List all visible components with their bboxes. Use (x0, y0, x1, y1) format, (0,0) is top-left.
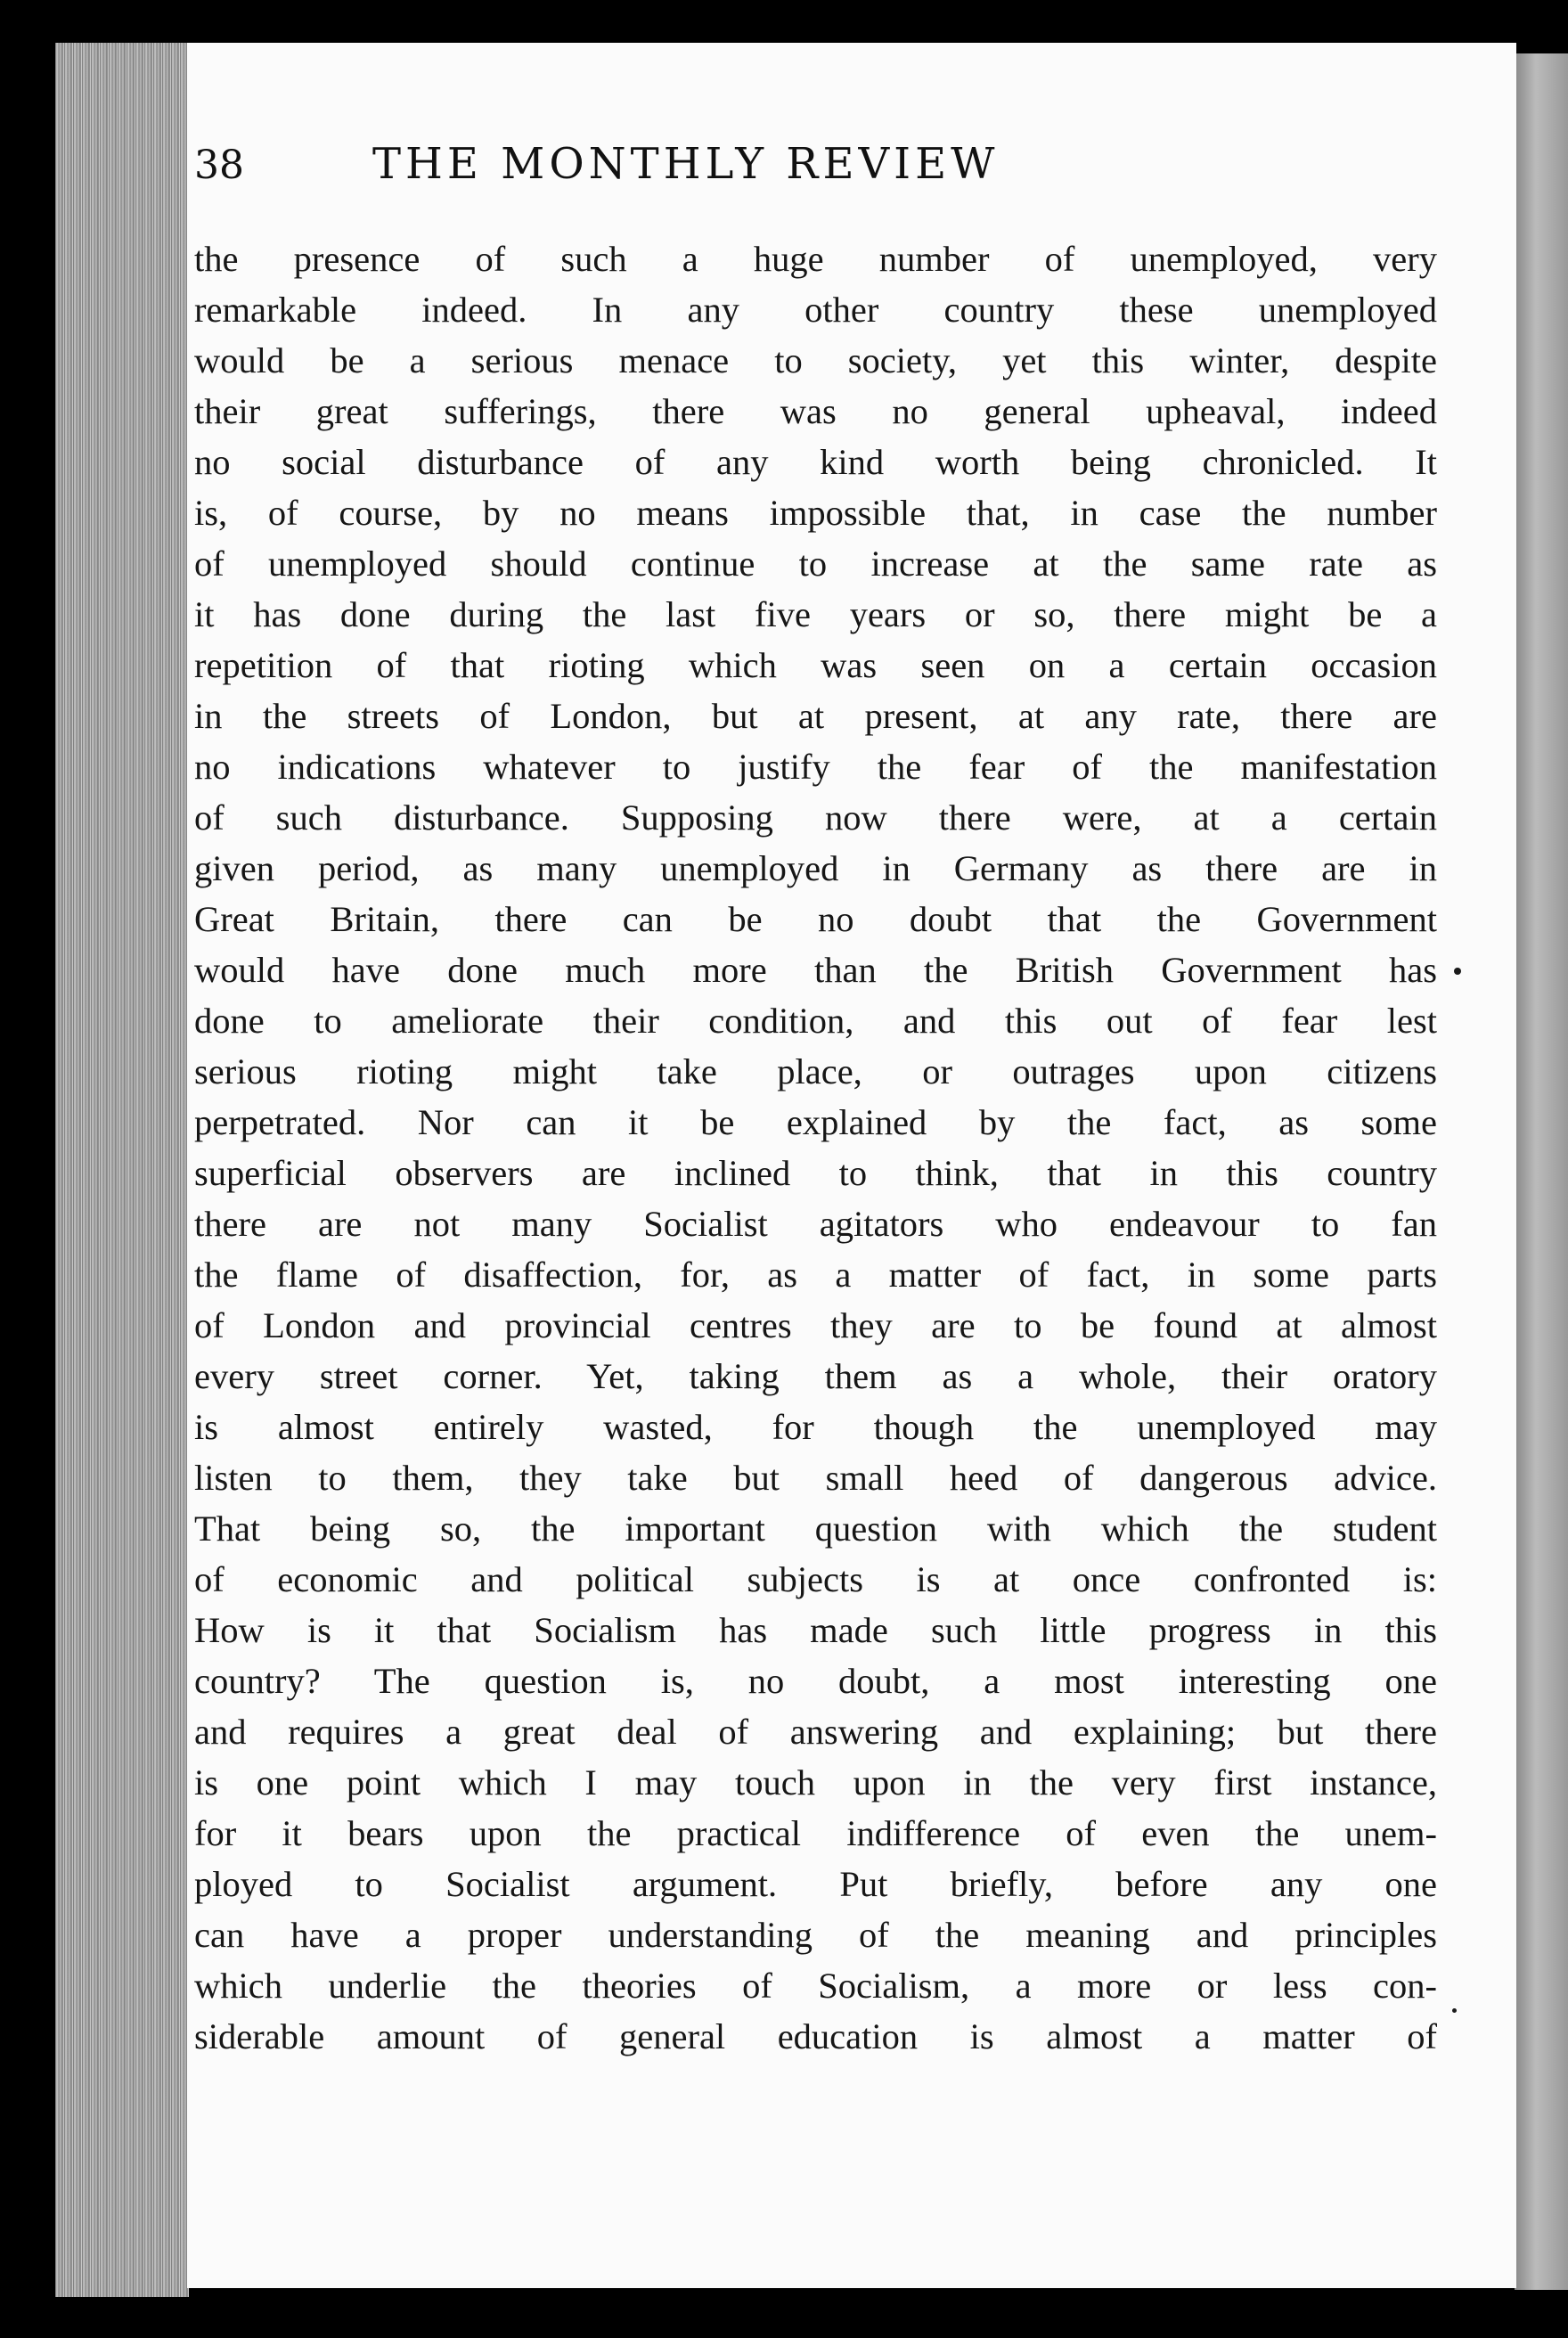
text-line: no indications whatever to justify the fear of the manifestation (194, 747, 1437, 787)
text-line: there are not many Socialist agitators who endeavour to fan (194, 1204, 1437, 1244)
text-line: is one point which I may touch upon in the very first instance, (194, 1762, 1437, 1803)
book-page-edges-left (55, 43, 189, 2297)
text-line: done to ameliorate their condition, and this out of fear lest (194, 1001, 1437, 1041)
text-line: How is it that Socialism has made such little progress in this (194, 1610, 1437, 1650)
scan-speck (1452, 2008, 1457, 2013)
text-line: is almost entirely wasted, for though the unemployed may (194, 1407, 1437, 1447)
text-line: perpetrated. Nor can it be explained by the fact, as some (194, 1102, 1437, 1142)
page-header (194, 134, 1210, 196)
text-line: no social disturbance of any kind worth being chronicled. It (194, 442, 1437, 482)
text-line: can have a proper understanding of the meaning and principles (194, 1915, 1437, 1955)
text-line: the presence of such a huge number of unemployed, very (194, 239, 1437, 279)
page-number: 38 (194, 143, 244, 188)
text-line: and requires a great deal of answering and explaining; but there (194, 1712, 1437, 1752)
text-line: ployed to Socialist argument. Put briefly, before any one (194, 1864, 1437, 1904)
text-line: the flame of disaffection, for, as a matter of fact, in some parts (194, 1255, 1437, 1295)
text-line: remarkable indeed. In any other country these unemployed (194, 290, 1437, 330)
text-line: superficial observers are inclined to think, that in this country (194, 1153, 1437, 1193)
text-line: given period, as many unemployed in Germany as there are in (194, 848, 1437, 888)
text-line: in the streets of London, but at present, at any rate, there are (194, 696, 1437, 736)
text-line: which underlie the theories of Socialism, a more or less con- (194, 1966, 1437, 2006)
running-head: THE MONTHLY REVIEW (372, 139, 1000, 189)
text-line: it has done during the last five years or so, there might be a (194, 594, 1437, 634)
text-line: repetition of that rioting which was seen on a certain occasion (194, 645, 1437, 685)
text-line: is, of course, by no means impossible that, in case the number (194, 493, 1437, 533)
text-line: would be a serious menace to society, yet this winter, despite (194, 340, 1437, 380)
text-line: every street corner. Yet, taking them as a whole, their oratory (194, 1356, 1437, 1396)
body-text (194, 233, 1437, 2062)
text-line: That being so, the important question with which the student (194, 1508, 1437, 1549)
text-line: of such disturbance. Supposing now there were, at a certain (194, 797, 1437, 838)
text-line: their great sufferings, there was no general upheaval, indeed (194, 391, 1437, 431)
text-line: of economic and political subjects is at once confronted is: (194, 1559, 1437, 1599)
scan-speck (1454, 968, 1461, 975)
text-line: siderable amount of general education is almost a matter of (194, 2016, 1437, 2056)
text-line: Great Britain, there can be no doubt that the Government (194, 899, 1437, 939)
book-page-edges-right (1515, 53, 1568, 2290)
text-line: would have done much more than the British Government has (194, 950, 1437, 990)
text-line: serious rioting might take place, or outrages upon citizens (194, 1051, 1437, 1091)
text-line: country? The question is, no doubt, a most interesting one (194, 1661, 1437, 1701)
text-line: of unemployed should continue to increase at the same rate as (194, 544, 1437, 584)
text-line: of London and provincial centres they are to be found at almost (194, 1305, 1437, 1345)
text-line: listen to them, they take but small heed of dangerous advice. (194, 1458, 1437, 1498)
text-line: for it bears upon the practical indifference of even the unem- (194, 1813, 1437, 1853)
